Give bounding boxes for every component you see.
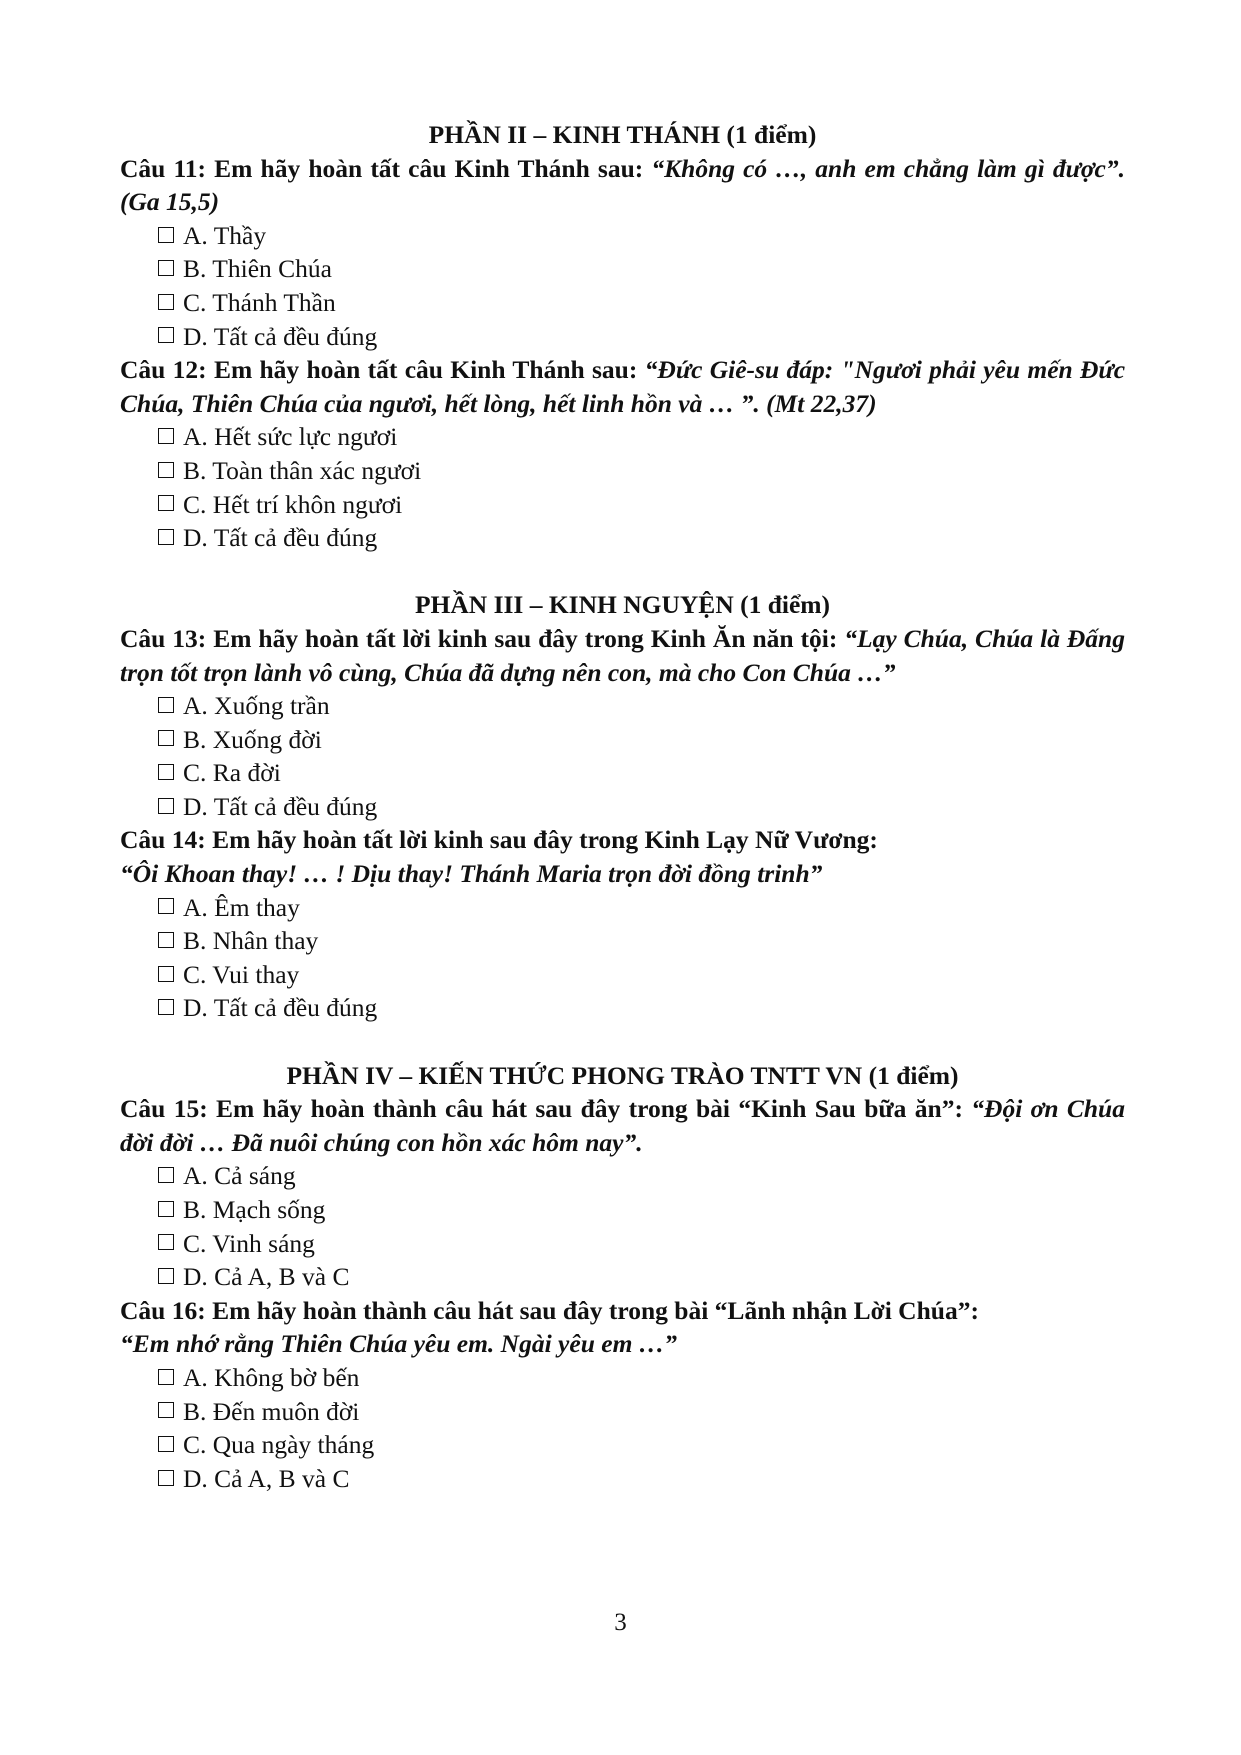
question-quote: “Đội ơn Chúa đời đời … Đã nuôi chúng con hồn xác hôm nay”.	[120, 1094, 1125, 1157]
option-label: D. Tất cả đều đúng	[183, 791, 378, 821]
checkbox-icon[interactable]	[158, 1268, 174, 1284]
checkbox-icon[interactable]	[158, 462, 174, 478]
checkbox-icon[interactable]	[158, 764, 174, 780]
option-item[interactable]	[120, 320, 1125, 354]
option-label: B. Nhân thay	[183, 926, 319, 956]
option-label: A. Êm thay	[183, 892, 300, 922]
option-label: B. Toàn thân xác ngươi	[183, 455, 422, 485]
option-label: C. Vinh sáng	[183, 1228, 315, 1258]
option-label: D. Cả A, B và C	[183, 1262, 350, 1292]
option-item[interactable]	[120, 286, 1125, 320]
option-item[interactable]	[120, 1159, 1125, 1193]
question-quote: “Ôi Khoan thay! … ! Dịu thay! Thánh Maria trọn đời đồng trinh”	[120, 859, 823, 889]
option-item[interactable]	[120, 924, 1125, 958]
question-lead: Câu 15: Em hãy hoàn thành câu hát sau đây trong bài “Kinh Sau bữa ăn”:	[120, 1094, 972, 1124]
option-label: B. Đến muôn đời	[183, 1396, 360, 1426]
section-title: PHẦN II – KINH THÁNH (1 điểm)	[428, 120, 817, 149]
option-item[interactable]	[120, 420, 1125, 454]
checkbox-icon[interactable]	[158, 932, 174, 948]
option-item[interactable]	[120, 790, 1125, 824]
option-label: C. Ra đời	[183, 758, 281, 788]
checkbox-icon[interactable]	[158, 798, 174, 814]
question-quote: “Lạy Chúa, Chúa là Đấng trọn tốt trọn lành vô cùng, Chúa đã dựng nên con, mà cho Con Chúa …”	[120, 623, 1125, 687]
question-15	[120, 1092, 1125, 1159]
checkbox-icon[interactable]	[158, 1470, 174, 1486]
checkbox-icon[interactable]	[158, 966, 174, 982]
option-label: B. Xuống đời	[183, 724, 322, 754]
question-lead: Câu 16: Em hãy hoàn thành câu hát sau đây trong bài “Lãnh nhận Lời Chúa”:	[120, 1295, 979, 1325]
checkbox-icon[interactable]	[158, 1402, 174, 1418]
question-lead: Câu 11: Em hãy hoàn tất câu Kinh Thánh sau:	[120, 153, 652, 183]
option-item[interactable]	[120, 1227, 1125, 1261]
option-label: D. Tất cả đều đúng	[183, 321, 378, 351]
option-item[interactable]	[120, 756, 1125, 790]
checkbox-icon[interactable]	[158, 1436, 174, 1452]
question-16	[120, 1294, 1125, 1361]
option-item[interactable]	[120, 891, 1125, 925]
option-item[interactable]	[120, 1395, 1125, 1429]
option-item[interactable]	[120, 991, 1125, 1025]
option-item[interactable]	[120, 958, 1125, 992]
option-item[interactable]	[120, 1462, 1125, 1496]
section-spacer	[120, 1025, 1125, 1059]
document-content	[120, 118, 1125, 1495]
option-item[interactable]	[120, 689, 1125, 723]
question-12	[120, 353, 1125, 420]
option-label: A. Hết sức lực ngươi	[183, 422, 398, 452]
question-13	[120, 622, 1125, 689]
checkbox-icon[interactable]	[158, 495, 174, 511]
question-quote: “Em nhớ rằng Thiên Chúa yêu em. Ngài yêu em …”	[120, 1329, 678, 1359]
option-item[interactable]	[120, 488, 1125, 522]
option-label: C. Thánh Thần	[183, 287, 336, 317]
checkbox-icon[interactable]	[158, 730, 174, 746]
option-label: A. Xuống trần	[183, 691, 330, 721]
option-item[interactable]	[120, 1361, 1125, 1395]
option-label: C. Hết trí khôn ngươi	[183, 489, 403, 519]
option-label: C. Qua ngày tháng	[183, 1430, 375, 1460]
page-number: 3	[614, 1609, 627, 1636]
section-title: PHẦN IV – KIẾN THỨC PHONG TRÀO TNTT VN (1 điểm)	[286, 1060, 959, 1090]
option-label: B. Thiên Chúa	[183, 254, 332, 284]
checkbox-icon[interactable]	[158, 428, 174, 444]
question-lead: Câu 14: Em hãy hoàn tất lời kinh sau đây trong Kinh Lạy Nữ Vương:	[120, 825, 878, 855]
option-label: A. Không bờ bến	[183, 1362, 360, 1392]
option-item[interactable]	[120, 454, 1125, 488]
checkbox-icon[interactable]	[158, 1201, 174, 1217]
section-title: PHẦN III – KINH NGUYỆN (1 điểm)	[414, 590, 831, 620]
question-quote: “Không có …, anh em chẳng làm gì được”. (Ga 15,5)	[120, 153, 1125, 217]
checkbox-icon[interactable]	[158, 227, 174, 243]
checkbox-icon[interactable]	[158, 999, 174, 1015]
checkbox-icon[interactable]	[158, 529, 174, 545]
question-11	[120, 152, 1125, 219]
question-lead: Câu 12: Em hãy hoàn tất câu Kinh Thánh sau:	[120, 355, 645, 385]
question-lead: Câu 13: Em hãy hoàn tất lời kinh sau đây trong Kinh Ăn năn tội:	[120, 623, 845, 653]
option-label: D. Tất cả đều đúng	[183, 523, 378, 553]
checkbox-icon[interactable]	[158, 294, 174, 310]
option-label: C. Vui thay	[183, 959, 300, 989]
question-quote: “Đức Giê-su đáp: "Ngươi phải yêu mến Đức Chúa, Thiên Chúa của ngươi, hết lòng, hết linh hồn và … ”. (Mt 22,37)	[120, 355, 1126, 418]
option-label: A. Thầy	[183, 220, 267, 250]
option-item[interactable]	[120, 1193, 1125, 1227]
checkbox-icon[interactable]	[158, 1369, 174, 1385]
option-label: D. Cả A, B và C	[183, 1463, 350, 1493]
checkbox-icon[interactable]	[158, 1234, 174, 1250]
option-item[interactable]	[120, 723, 1125, 757]
option-label: B. Mạch sống	[183, 1195, 326, 1224]
checkbox-icon[interactable]	[158, 697, 174, 713]
checkbox-icon[interactable]	[158, 1167, 174, 1183]
option-label: A. Cả sáng	[183, 1161, 296, 1191]
checkbox-icon[interactable]	[158, 898, 174, 914]
section-spacer	[120, 555, 1125, 589]
option-item[interactable]	[120, 219, 1125, 253]
question-14	[120, 823, 1125, 890]
option-item[interactable]	[120, 521, 1125, 555]
checkbox-icon[interactable]	[158, 327, 174, 343]
option-label: D. Tất cả đều đúng	[183, 993, 378, 1023]
option-item[interactable]	[120, 1428, 1125, 1462]
checkbox-icon[interactable]	[158, 260, 174, 276]
option-item[interactable]	[120, 252, 1125, 286]
option-item[interactable]	[120, 1260, 1125, 1294]
